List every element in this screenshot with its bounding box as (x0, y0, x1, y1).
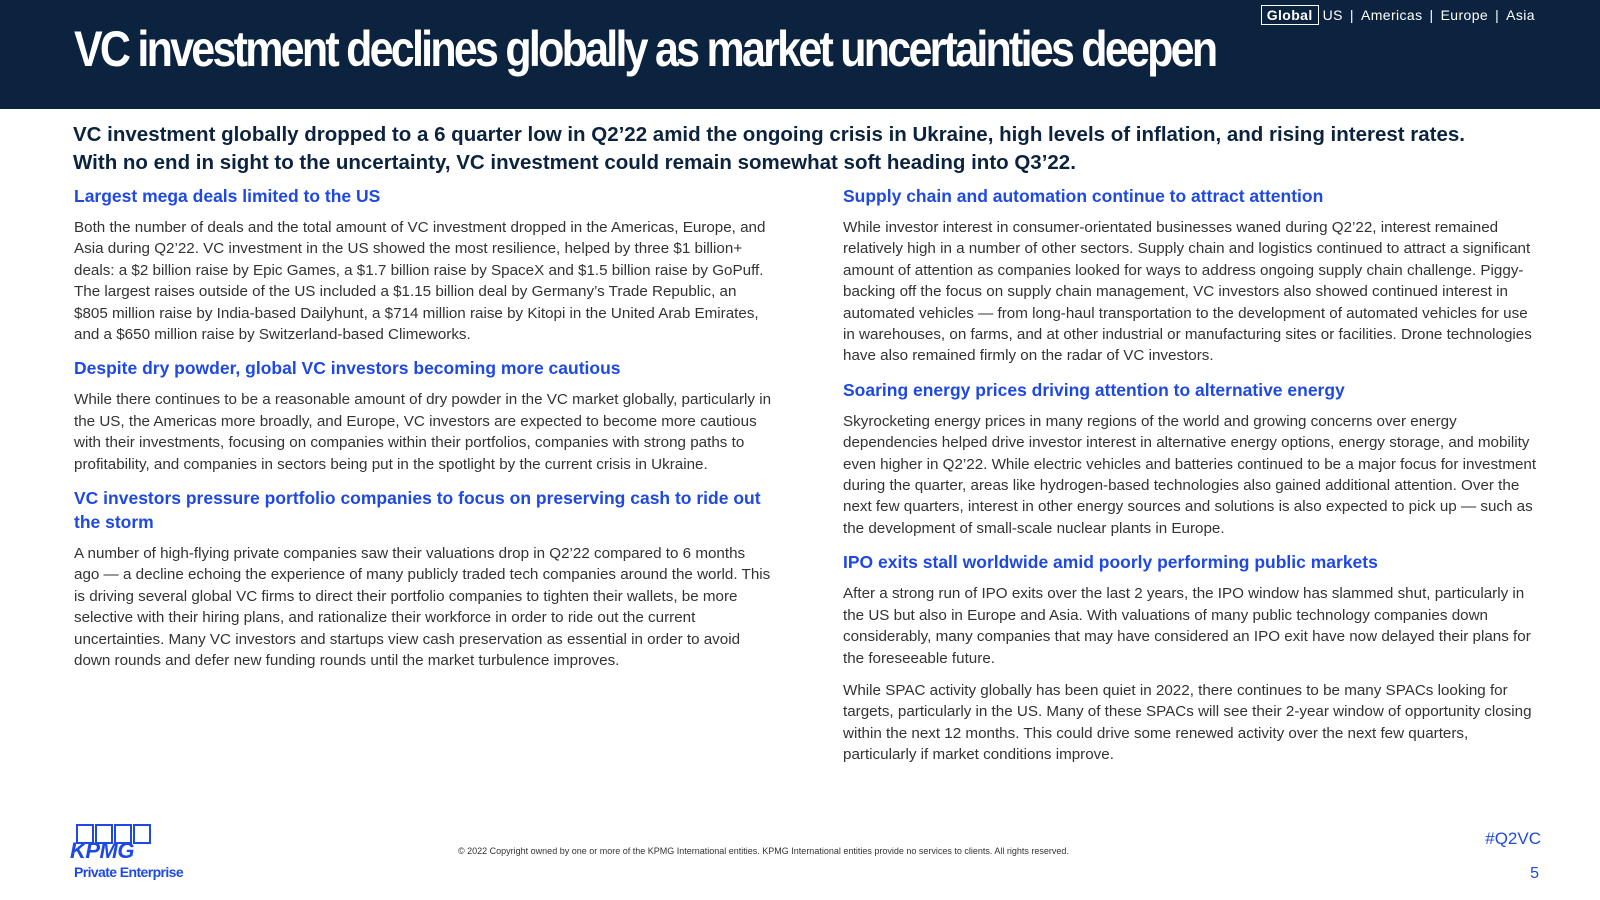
right-column (843, 184, 1539, 777)
hashtag: #Q2VC (1485, 829, 1541, 848)
left-column (74, 184, 772, 683)
tab-us[interactable]: US (1322, 7, 1343, 23)
tab-global[interactable]: Global (1261, 5, 1319, 25)
kpmg-logo (70, 824, 182, 882)
page-number: 5 (1530, 865, 1539, 882)
region-nav (1261, 5, 1537, 25)
nav-separator: | (1495, 7, 1500, 23)
section-heading: IPO exits stall worldwide amid poorly performing public markets (843, 552, 1378, 573)
section-paragraph: While SPAC activity globally has been quiet in 2022, there continues to be many SPACs looking for targets, particularly in the US. Many of these SPACs will see their 2-year window of opportunity closing within the next 12 months. This could drive some renewed activity over the next few quarters, particularly if market conditions improve. (843, 681, 1532, 764)
tab-europe[interactable]: Europe (1440, 7, 1489, 23)
nav-separator: | (1349, 7, 1354, 23)
tab-americas[interactable]: Americas (1360, 7, 1423, 23)
header-banner (0, 0, 1600, 109)
lead-summary: VC investment globally dropped to a 6 quarter low in Q2’22 amid the ongoing crisis in Ukraine, high levels of inflation, and rising interest rates. With no end in sight to the uncertainty, VC investment could remain somewhat soft heading into Q3’22. (73, 123, 1465, 174)
section-paragraph: While investor interest in consumer-orientated businesses waned during Q2’22, interest remained relatively high in a number of other sectors. Supply chain and logistics continued to attract a significant amount of attention as companies looked for ways to address ongoing supply chain challenge. Piggy-backing off the focus on supply chain management, VC investors also showed continued interest in automated vehicles — from long-haul transportation to the development of automated vehicles for use in warehouses, on farms, and at other industrial or manufacturing sites or facilities. Drone technologies have also remained firmly on the radar of VC investors. (843, 219, 1532, 365)
section-paragraph: Both the number of deals and the total amount of VC investment dropped in the Americas, Europe, and Asia during Q2’22. VC investment in the US showed the most resilience, helped by three $1 billion+ deals: a $2 billion raise by Epic Games, a $1.7 billion raise by SpaceX and $1.5 billion raise by GoPuff. The largest raises outside of the US included a $1.15 billion deal by Germany’s Trade Republic, an $805 million raise by India-based Dailyhunt, a $714 million raise by Kitopi in the United Arab Emirates, and a $650 million raise by Switzerland-based Climeworks. (74, 219, 766, 344)
section-heading: Despite dry powder, global VC investors becoming more cautious (74, 358, 621, 379)
logo-subtitle: Private Enterprise (74, 864, 184, 880)
section-paragraph: Skyrocketing energy prices in many regions of the world and growing concerns over energy dependencies helped drive investor interest in alternative energy options, energy storage, and mobility even higher in Q2’22. While electric vehicles and batteries continued to be a major focus for investment during the quarter, areas like hydrogen-based technologies also gained additional attention. Over the next few quarters, interest in other energy sources and solutions is also expected to pick up — such as the development of small-scale nuclear plants in Europe. (843, 412, 1537, 537)
section-heading: Largest mega deals limited to the US (74, 186, 381, 206)
nav-separator: | (1429, 7, 1434, 23)
section-paragraph: While there continues to be a reasonable amount of dry powder in the VC market globally, particularly in the US, the Americas more broadly, and Europe, VC investors are expected to become more cautious with their investments, focusing on companies within their portfolios, companies with strong paths to profitability, and companies in sectors being put in the spotlight by the current crisis in Ukraine. (74, 391, 772, 473)
section-heading: Soaring energy prices driving attention to alternative energy (843, 379, 1345, 400)
tab-asia[interactable]: Asia (1506, 7, 1535, 23)
section-paragraph: After a strong run of IPO exits over the last 2 years, the IPO window has slammed shut, particularly in the US but also in Europe and Asia. With valuations of many public technology companies down considerably, many companies that may have considered an IPO exit have now delayed their plans for the foreseeable future. (843, 585, 1531, 667)
section-heading: Supply chain and automation continue to attract attention (843, 186, 1324, 206)
section-paragraph: A number of high-flying private companies saw their valuations drop in Q2’22 compared to 6 months ago — a decline echoing the experience of many publicly traded tech companies around the world. This is driving several global VC firms to direct their portfolio companies to tighten their wallets, be more selective with their hiring plans, and rationalize their workforce in order to ride out the current uncertainties. Many VC investors and startups view cash preservation as essential in order to avoid down rounds and defer new funding rounds until the market turbulence improves. (74, 545, 771, 670)
copyright-notice: © 2022 Copyright owned by one or more of the KPMG International entities. KPMG International entities provide no services to clients. All rights reserved. (458, 846, 1069, 856)
section-heading: VC investors pressure portfolio companies to focus on preserving cash to ride out the storm (74, 488, 761, 533)
logo-wordmark: KPMG (70, 838, 134, 863)
page-title: VC investment declines globally as market uncertainties deepen (74, 21, 1216, 77)
